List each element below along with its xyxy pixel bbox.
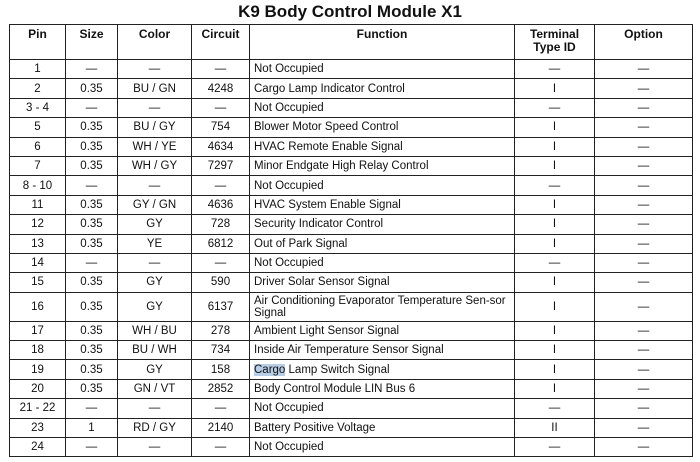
cell-function: Not Occupied: [250, 438, 515, 457]
table-row: [10, 176, 693, 195]
cell-color: GY / GN: [118, 195, 192, 214]
cell-color: —: [118, 399, 192, 418]
table-row: [10, 379, 693, 398]
cell-terminal: —: [515, 176, 595, 195]
cell-circuit: 2852: [192, 379, 250, 398]
cell-option: —: [595, 321, 693, 340]
cell-circuit: —: [192, 176, 250, 195]
cell-function: Not Occupied: [250, 60, 515, 79]
header-terminal-type-id: Terminal Type ID: [515, 25, 595, 60]
cell-option: —: [595, 118, 693, 137]
table-row: [10, 360, 693, 379]
cell-color: WH / YE: [118, 137, 192, 156]
cell-pin: 6: [10, 137, 66, 156]
table-row: [10, 215, 693, 234]
cell-function: [250, 360, 515, 379]
cell-size: 0.35: [66, 79, 118, 98]
cell-circuit: 728: [192, 215, 250, 234]
cell-terminal: I: [515, 273, 595, 292]
cell-pin: 14: [10, 253, 66, 272]
cell-terminal: I: [515, 321, 595, 340]
table-row: [10, 79, 693, 98]
cell-pin: 7: [10, 156, 66, 175]
cell-function: HVAC Remote Enable Signal: [250, 137, 515, 156]
cell-pin: 11: [10, 195, 66, 214]
cell-size: —: [66, 176, 118, 195]
cell-option: —: [595, 273, 693, 292]
cell-pin: 12: [10, 215, 66, 234]
header-option: Option: [595, 25, 693, 60]
cell-color: RD / GY: [118, 418, 192, 437]
table-row: [10, 156, 693, 175]
header-function: Function: [250, 25, 515, 60]
cell-size: —: [66, 399, 118, 418]
cell-function: Not Occupied: [250, 176, 515, 195]
cell-terminal: I: [515, 79, 595, 98]
cell-circuit: 158: [192, 360, 250, 379]
cell-terminal: I: [515, 292, 595, 321]
table-row: [10, 438, 693, 457]
cell-color: YE: [118, 234, 192, 253]
cell-terminal: —: [515, 438, 595, 457]
cell-function: Air Conditioning Evaporator Temperature Sen-sor Signal: [250, 292, 515, 321]
cell-option: —: [595, 418, 693, 437]
cell-color: WH / BU: [118, 321, 192, 340]
table-row: [10, 321, 693, 340]
cell-terminal: II: [515, 418, 595, 437]
table-row: [10, 292, 693, 321]
cell-option: —: [595, 215, 693, 234]
cell-color: —: [118, 253, 192, 272]
header-circuit: Circuit: [192, 25, 250, 60]
cell-circuit: —: [192, 98, 250, 117]
cell-circuit: —: [192, 399, 250, 418]
cell-size: 1: [66, 418, 118, 437]
cell-option: —: [595, 195, 693, 214]
cell-terminal: I: [515, 137, 595, 156]
table-row: [10, 60, 693, 79]
cell-terminal: I: [515, 195, 595, 214]
cell-color: —: [118, 98, 192, 117]
cell-pin: 2: [10, 79, 66, 98]
table-row: [10, 399, 693, 418]
table-row: [10, 137, 693, 156]
cell-color: —: [118, 176, 192, 195]
cell-terminal: —: [515, 98, 595, 117]
cell-color: GY: [118, 273, 192, 292]
cell-function: Blower Motor Speed Control: [250, 118, 515, 137]
cell-circuit: —: [192, 253, 250, 272]
cell-color: BU / GY: [118, 118, 192, 137]
cell-color: GN / VT: [118, 379, 192, 398]
cell-pin: 23: [10, 418, 66, 437]
cell-circuit: 7297: [192, 156, 250, 175]
cell-terminal: I: [515, 234, 595, 253]
cell-circuit: —: [192, 60, 250, 79]
cell-option: —: [595, 438, 693, 457]
header-row: [10, 25, 693, 60]
cell-pin: 20: [10, 379, 66, 398]
cell-terminal: I: [515, 379, 595, 398]
cell-option: —: [595, 79, 693, 98]
cell-pin: 24: [10, 438, 66, 457]
cell-option: —: [595, 137, 693, 156]
header-pin: Pin: [10, 25, 66, 60]
header-size: Size: [66, 25, 118, 60]
cell-pin: 5: [10, 118, 66, 137]
cell-option: —: [595, 176, 693, 195]
cell-circuit: 734: [192, 341, 250, 360]
table-row: [10, 118, 693, 137]
table-row: [10, 341, 693, 360]
cell-color: —: [118, 60, 192, 79]
header-color: Color: [118, 25, 192, 60]
cell-size: —: [66, 60, 118, 79]
cell-circuit: 6812: [192, 234, 250, 253]
cell-option: —: [595, 253, 693, 272]
cell-color: BU / GN: [118, 79, 192, 98]
cell-size: 0.35: [66, 292, 118, 321]
table-row: [10, 195, 693, 214]
cell-pin: 17: [10, 321, 66, 340]
cell-circuit: 754: [192, 118, 250, 137]
cell-function: HVAC System Enable Signal: [250, 195, 515, 214]
cell-color: GY: [118, 360, 192, 379]
cell-option: —: [595, 341, 693, 360]
cell-terminal: I: [515, 341, 595, 360]
cell-function: Not Occupied: [250, 253, 515, 272]
cell-pin: 1: [10, 60, 66, 79]
cell-size: 0.35: [66, 341, 118, 360]
cell-function: Minor Endgate High Relay Control: [250, 156, 515, 175]
cell-terminal: I: [515, 215, 595, 234]
cell-pin: 3 - 4: [10, 98, 66, 117]
table-row: [10, 273, 693, 292]
cell-pin: 8 - 10: [10, 176, 66, 195]
cell-color: BU / WH: [118, 341, 192, 360]
table-title: K9 Body Control Module X1: [238, 2, 462, 21]
cell-pin: 15: [10, 273, 66, 292]
cell-circuit: 6137: [192, 292, 250, 321]
table-row: [10, 234, 693, 253]
cell-size: —: [66, 98, 118, 117]
cell-size: 0.35: [66, 234, 118, 253]
cell-option: —: [595, 156, 693, 175]
cell-size: 0.35: [66, 379, 118, 398]
cell-color: GY: [118, 292, 192, 321]
cell-terminal: I: [515, 156, 595, 175]
cell-function: Security Indicator Control: [250, 215, 515, 234]
cell-option: —: [595, 60, 693, 79]
cell-color: GY: [118, 215, 192, 234]
cell-pin: 16: [10, 292, 66, 321]
cell-size: 0.35: [66, 156, 118, 175]
table-row: [10, 418, 693, 437]
cell-circuit: 4634: [192, 137, 250, 156]
cell-option: —: [595, 98, 693, 117]
table-row: [10, 98, 693, 117]
cell-circuit: 2140: [192, 418, 250, 437]
table-row: [10, 253, 693, 272]
cell-option: —: [595, 379, 693, 398]
cell-terminal: —: [515, 399, 595, 418]
cell-size: 0.35: [66, 321, 118, 340]
cell-option: —: [595, 399, 693, 418]
cell-terminal: —: [515, 60, 595, 79]
cell-function: Cargo Lamp Indicator Control: [250, 79, 515, 98]
cell-circuit: 4636: [192, 195, 250, 214]
cell-circuit: 4248: [192, 79, 250, 98]
cell-terminal: I: [515, 360, 595, 379]
cell-circuit: 278: [192, 321, 250, 340]
cell-function: Not Occupied: [250, 399, 515, 418]
cell-size: 0.35: [66, 195, 118, 214]
cell-size: 0.35: [66, 273, 118, 292]
cell-pin: 18: [10, 341, 66, 360]
cell-terminal: —: [515, 253, 595, 272]
cell-size: 0.35: [66, 137, 118, 156]
cell-function: Not Occupied: [250, 98, 515, 117]
cell-option: —: [595, 234, 693, 253]
cell-function: Ambient Light Sensor Signal: [250, 321, 515, 340]
cell-function: Driver Solar Sensor Signal: [250, 273, 515, 292]
cell-size: 0.35: [66, 118, 118, 137]
text-selection-highlight: Cargo: [254, 363, 286, 376]
cell-option: —: [595, 292, 693, 321]
function-text: Lamp Switch Signal: [285, 363, 390, 376]
cell-option: —: [595, 360, 693, 379]
cell-size: 0.35: [66, 215, 118, 234]
cell-function: Inside Air Temperature Sensor Signal: [250, 341, 515, 360]
cell-size: —: [66, 438, 118, 457]
cell-color: —: [118, 438, 192, 457]
cell-pin: 21 - 22: [10, 399, 66, 418]
cell-circuit: —: [192, 438, 250, 457]
cell-terminal: I: [515, 118, 595, 137]
cell-size: 0.35: [66, 360, 118, 379]
pinout-table: [9, 24, 693, 457]
cell-function: Out of Park Signal: [250, 234, 515, 253]
cell-pin: 13: [10, 234, 66, 253]
cell-circuit: 590: [192, 273, 250, 292]
cell-size: —: [66, 253, 118, 272]
cell-function: Body Control Module LIN Bus 6: [250, 379, 515, 398]
cell-pin: 19: [10, 360, 66, 379]
cell-function: Battery Positive Voltage: [250, 418, 515, 437]
cell-color: WH / GY: [118, 156, 192, 175]
